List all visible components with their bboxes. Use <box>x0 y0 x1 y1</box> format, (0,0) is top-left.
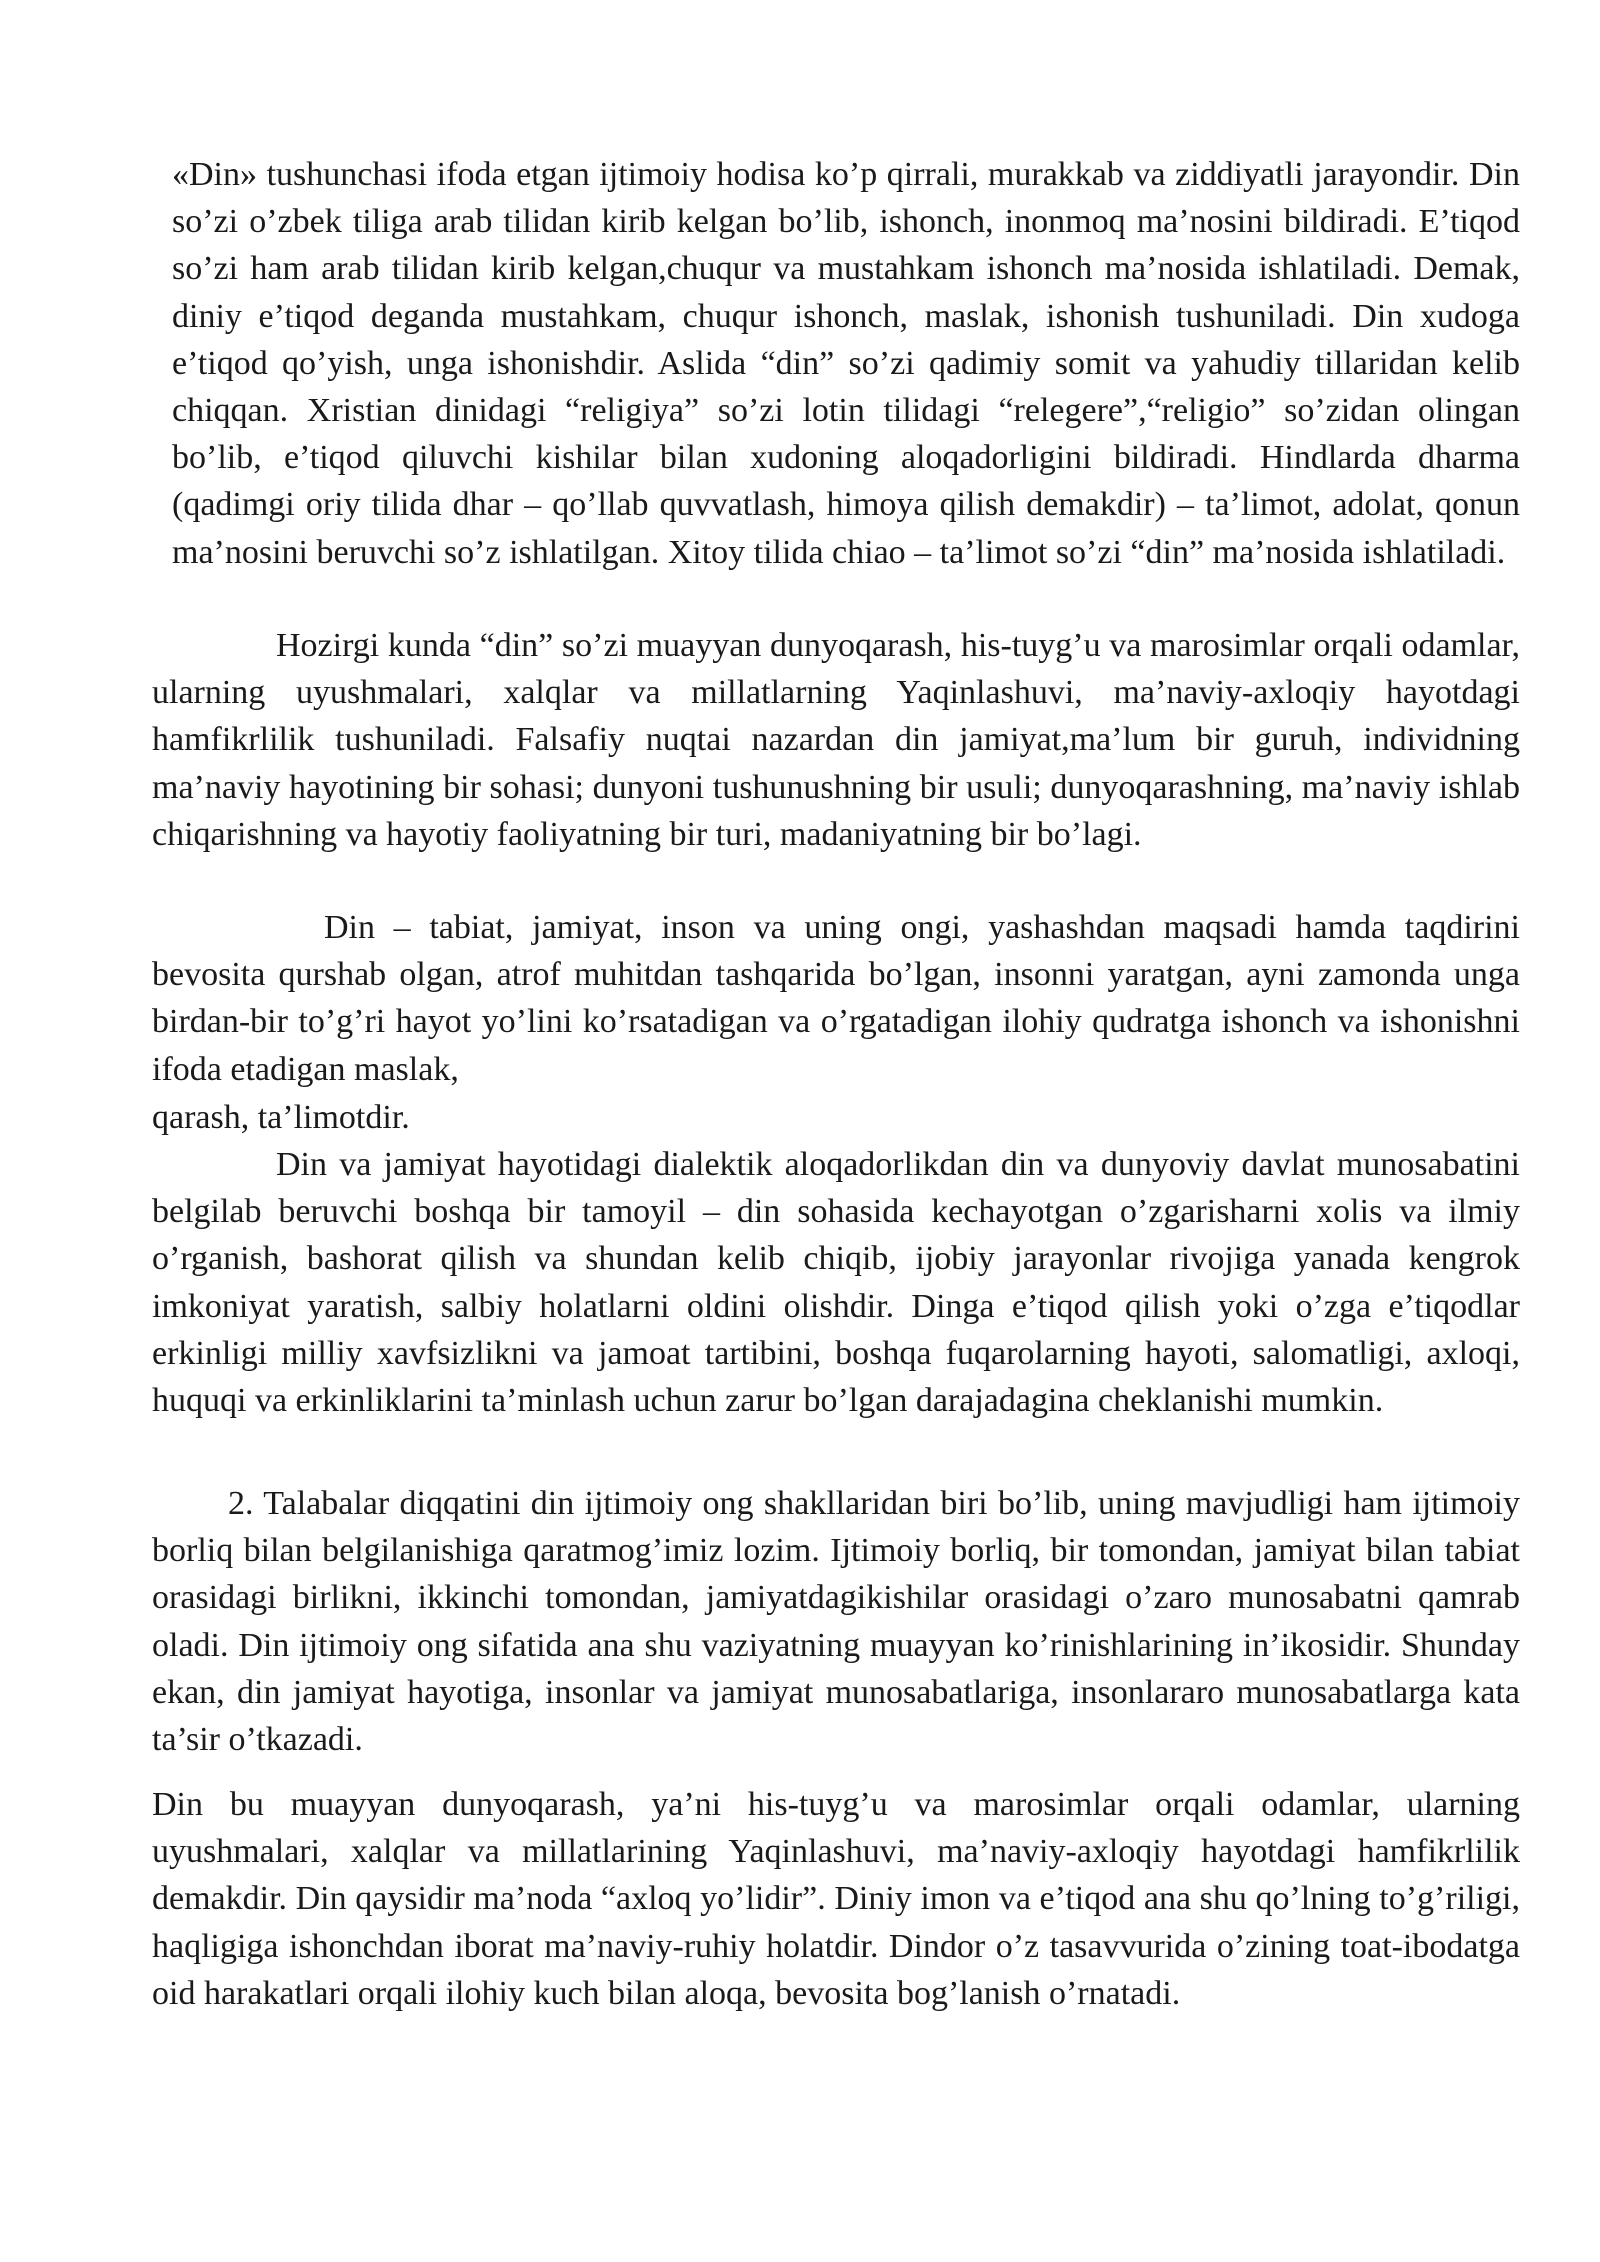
paragraph-worldview: Din bu muayyan dunyoqarash, ya’ni his-tuyg’u va marosimlar orqali odamlar, ularning uyushmalari, xalqlar va millatlarining Yaqinlashuvi, ma’naviy-axloqiy hayotdagi hamfikrlilik demakdir. Din qaysidir ma’noda “axloq yo’lidir”. Diniy imon va e’tiqod ana shu qo’lning to’g’riligi, haqligiga ishonchdan iborat ma’naviy-ruhiy holatdir. Dindor o’z tasavvurida o’zining toat-ibodatga oid harakatlari orqali ilohiy kuch bilan aloqa, bevosita bog’lanish o’rnatadi. <box>152 1786 1520 2012</box>
paragraph-religion-and-state: Din va jamiyat hayotidagi dialektik aloqadorlikdan din va dunyoviy davlat munosabatini belgilab beruvchi boshqa bir tamoyil – din sohasida kechayotgan o’zgarisharni xolis va ilmiy o’rganish, bashorat qilish va shundan kelib chiqib, ijobiy jarayonlar rivojiga yanada kengrok imkoniyat yaratish, salbiy holatlarni oldini olishdir. Dinga e’tiqod qilish yoki o’zga e’tiqodlar erkinligi milliy xavfsizlikni va jamoat tartibini, boshqa fuqarolarning hayoti, salomatligi, axloqi, huquqi va erkinliklarini ta’minlash uchun zarur bo’lgan darajadagina cheklanishi mumkin. <box>152 1146 1520 1420</box>
paragraph-din-concept: «Din» tushunchasi ifoda etgan ijtimoiy hodisa ko’p qirrali, murakkab va ziddiyatli jarayondir. Din so’zi o’zbek tiliga arab tilidan kirib kelgan bo’lib, ishonch, inonmoq ma’nosini bildiradi. E’tiqod so’zi ham arab tilidan kirib kelgan,chuqur va mustahkam ishonch ma’nosida ishlatiladi. Demak, diniy e’tiqod deganda mustahkam, chuqur ishonch, maslak, ishonish tushuniladi. Din xudoga e’tiqod qo’yish, unga ishonishdir. Aslida “din” so’zi qadimiy somit va yahudiy tillaridan kelib chiqqan. Xristian dinidagi “religiya” so’zi lotin tilidagi “relegere”,“religio” so’zidan olingan bo’lib, e’tiqod qiluvchi kishilar bilan xudoning aloqadorligini bildiradi. Hindlarda dharma (qadimgi oriy tilida dhar – qo’llab quvvatlash, himoya qilish demakdir) – ta’limot, adolat, qonun ma’nosini beruvchi so’z ishlatilgan. Xitoy tilida chiao – ta’limot so’zi “din” ma’nosida ishlatiladi. <box>172 156 1520 571</box>
paragraph-social-consciousness: 2. Talabalar diqqatini din ijtimoiy ong shakllaridan biri bo’lib, uning mavjudligi ham ijtimoiy borliq bilan belgilanishiga qaratmog’imiz lozim. Ijtimoiy borliq, bir tomondan, jamiyat bilan tabiat orasidagi birlikni, ikkinchi tomondan, jamiyatdagikishilar orasidagi o’zaro munosabatni qamrab oladi. Din ijtimoiy ong sifatida ana shu vaziyatning muayyan ko’rinishlarining in’ikosidir. Shunday ekan, din jamiyat hayotiga, insonlar va jamiyat munosabatlariga, insonlararo munosabatlarga kata ta’sir o’tkazadi. <box>152 1485 1520 1759</box>
paragraph-din-definition-end: qarash, ta’limotdir. <box>152 1099 410 1136</box>
paragraph-din-definition: Din – tabiat, jamiyat, inson va uning ongi, yashashdan maqsadi hamda taqdirini bevosita qurshab olgan, atrof muhitdan tashqarida bo’lgan, insonni yaratgan, ayni zamonda unga birdan-bir to’g’ri hayot yo’lini ko’rsatadigan va o’rgatadigan ilohiy qudratga ishonch va ishonishni ifoda etadigan maslak, <box>152 909 1520 1088</box>
paragraph-modern-meaning: Hozirgi kunda “din” so’zi muayyan dunyoqarash, his-tuyg’u va marosimlar orqali odamlar, ularning uyushmalari, xalqlar va millatlarning Yaqinlashuvi, ma’naviy-axloqiy hayotdagi hamfikrlilik tushuniladi. Falsafiy nuqtai nazardan din jamiyat,ma’lum bir guruh, individning ma’naviy hayotining bir sohasi; dunyoni tushunushning bir usuli; dunyoqarashning, ma’naviy ishlab chiqarishning va hayotiy faoliyatning bir turi, madaniyatning bir bo’lagi. <box>152 627 1520 853</box>
